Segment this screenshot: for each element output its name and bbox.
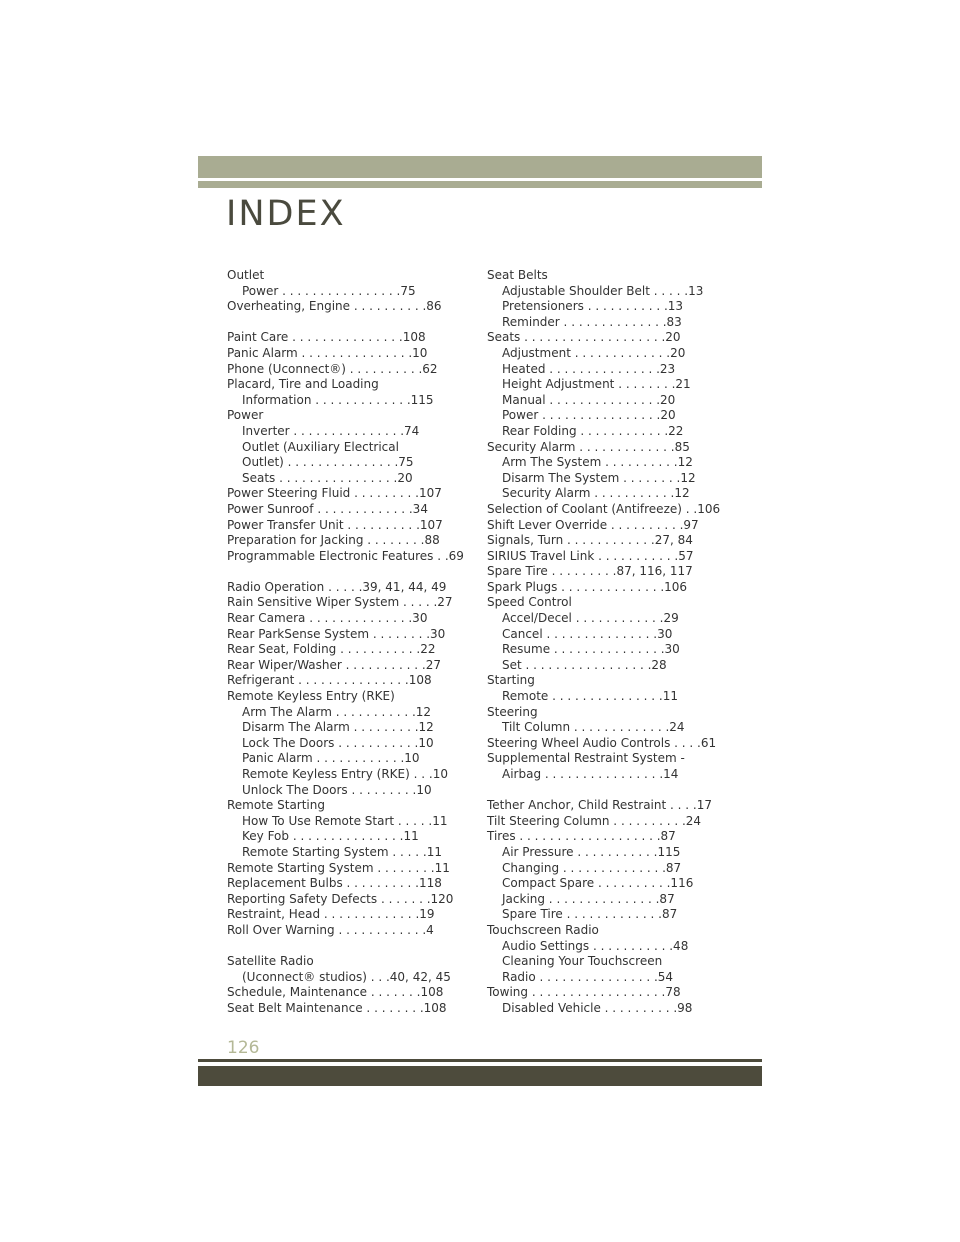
index-entry: Refrigerant . . . . . . . . . . . . . . .108 [227, 673, 432, 688]
page-number: 126 [227, 1038, 260, 1058]
index-entry: Power Transfer Unit . . . . . . . . . .107 [227, 517, 443, 532]
index-entry: Satellite Radio [227, 954, 314, 969]
index-entry: Power Sunroof . . . . . . . . . . . . .34 [227, 501, 428, 516]
index-entry: Seat Belts [487, 268, 548, 282]
index-subentry: Unlock The Doors . . . . . . . . .10 [242, 782, 432, 797]
index-entry: Outlet [227, 268, 265, 282]
index-entry: Placard, Tire and Loading [227, 377, 379, 392]
index-subentry: Lock The Doors . . . . . . . . . . .10 [242, 735, 434, 750]
index-subentry: Compact Spare . . . . . . . . . .116 [502, 876, 694, 891]
index-entry: Rear Camera . . . . . . . . . . . . . .30 [227, 611, 428, 626]
index-entry: Schedule, Maintenance . . . . . . .108 [227, 985, 444, 1000]
index-entry: Rear Wiper/Washer . . . . . . . . . . .27 [227, 657, 442, 672]
index-subentry: Inverter . . . . . . . . . . . . . . .74 [242, 423, 420, 438]
index-entry: Overheating, Engine . . . . . . . . . .86 [227, 299, 442, 314]
footer-rule [198, 1059, 762, 1062]
index-subentry: Remote . . . . . . . . . . . . . . .11 [502, 689, 679, 704]
index-entry: Spare Tire . . . . . . . . .87, 116, 117 [487, 564, 693, 579]
index-subentry: Adjustment . . . . . . . . . . . . .20 [502, 345, 686, 360]
index-entry: Seat Belt Maintenance . . . . . . . .108 [227, 1000, 447, 1015]
index-entry: Remote Starting [227, 798, 325, 813]
index-subentry: Jacking . . . . . . . . . . . . . . .87 [502, 891, 675, 906]
index-entry: Rear Seat, Folding . . . . . . . . . . .22 [227, 642, 436, 657]
index-subentry: Remote Starting System . . . . .11 [242, 844, 442, 859]
index-subentry: Power . . . . . . . . . . . . . . . .75 [242, 283, 416, 298]
index-entry: Restraint, Head . . . . . . . . . . . . .19 [227, 907, 435, 922]
index-subentry: Air Pressure . . . . . . . . . . .115 [502, 844, 681, 859]
index-subentry: Radio . . . . . . . . . . . . . . . .54 [502, 969, 674, 984]
footer-band [198, 1066, 762, 1086]
index-subentry: Disarm The Alarm . . . . . . . . .12 [242, 720, 434, 735]
index-subentry: (Uconnect® studios) . . .40, 42, 45 [242, 969, 451, 984]
index-subentry: Changing . . . . . . . . . . . . . .87 [502, 860, 682, 875]
index-subentry: Seats . . . . . . . . . . . . . . . .20 [242, 470, 413, 485]
index-subentry: Remote Keyless Entry (RKE) . . .10 [242, 767, 448, 781]
index-entry: Security Alarm . . . . . . . . . . . . .85 [487, 439, 690, 454]
index-entry: Programmable Electronic Features . .69 [227, 548, 464, 563]
index-subentry: Heated . . . . . . . . . . . . . . .23 [502, 361, 676, 376]
index-subentry: Power . . . . . . . . . . . . . . . .20 [502, 408, 676, 423]
index-entry: Paint Care . . . . . . . . . . . . . . .108 [227, 330, 426, 345]
index-subentry: Outlet) . . . . . . . . . . . . . . .75 [242, 455, 414, 470]
index-entry: Rain Sensitive Wiper System . . . . .27 [227, 595, 453, 610]
index-entry: Radio Operation . . . . .39, 41, 44, 49 [227, 579, 447, 594]
index-entry: Roll Over Warning . . . . . . . . . . . .4 [227, 922, 434, 937]
index-entry: Signals, Turn . . . . . . . . . . . .27, 84 [487, 533, 693, 548]
index-subentry: Manual . . . . . . . . . . . . . . .20 [502, 392, 676, 407]
index-subentry: Rear Folding . . . . . . . . . . . .22 [502, 423, 684, 438]
index-entry: Remote Keyless Entry (RKE) [227, 689, 395, 704]
index-entry: Rear ParkSense System . . . . . . . .30 [227, 626, 446, 641]
index-entry: Towing . . . . . . . . . . . . . . . . . .78 [487, 985, 681, 1000]
index-subentry: Spare Tire . . . . . . . . . . . . .87 [502, 907, 678, 922]
index-entry: Tether Anchor, Child Restraint . . . .17 [487, 798, 712, 813]
index-subentry: Arm The System . . . . . . . . . .12 [502, 455, 693, 470]
index-subentry: Pretensioners . . . . . . . . . . .13 [502, 299, 684, 314]
index-subentry: Height Adjustment . . . . . . . .21 [502, 377, 691, 392]
index-subentry: Disabled Vehicle . . . . . . . . . .98 [502, 1000, 693, 1015]
index-subentry: Key Fob . . . . . . . . . . . . . . .11 [242, 829, 419, 844]
index-entry: Power [227, 408, 264, 423]
index-subentry: Security Alarm . . . . . . . . . . .12 [502, 486, 690, 501]
page-title: INDEX [226, 194, 346, 234]
index-subentry: Tilt Column . . . . . . . . . . . . .24 [502, 720, 685, 735]
index-entry: Steering Wheel Audio Controls . . . .61 [487, 735, 717, 750]
index-subentry: Resume . . . . . . . . . . . . . . .30 [502, 642, 680, 657]
index-entry: Phone (Uconnect®) . . . . . . . . . .62 [227, 361, 438, 376]
index-entry: Panic Alarm . . . . . . . . . . . . . . .10 [227, 345, 428, 360]
index-entry: Shift Lever Override . . . . . . . . . .97 [487, 517, 699, 532]
index-entry: Preparation for Jacking . . . . . . . .88 [227, 533, 440, 548]
index-subentry: Set . . . . . . . . . . . . . . . . .28 [502, 657, 667, 672]
index-subentry: Airbag . . . . . . . . . . . . . . . .14 [502, 767, 679, 781]
index-entry: Touchscreen Radio [487, 922, 599, 937]
index-subentry: Cancel . . . . . . . . . . . . . . .30 [502, 626, 673, 641]
index-subentry: Information . . . . . . . . . . . . .115 [242, 392, 434, 407]
index-subentry: Adjustable Shoulder Belt . . . . .13 [502, 283, 704, 298]
index-entry: SIRIUS Travel Link . . . . . . . . . . .57 [487, 548, 694, 563]
index-entry: Selection of Coolant (Antifreeze) . .106 [487, 501, 721, 516]
header-rule [198, 181, 762, 188]
index-column-right [487, 268, 721, 1017]
index-entry: Steering [487, 704, 538, 719]
index-subentry: Accel/Decel . . . . . . . . . . . .29 [502, 611, 679, 626]
index-subentry: Reminder . . . . . . . . . . . . . .83 [502, 314, 682, 329]
index-entry: Spark Plugs . . . . . . . . . . . . . .106 [487, 579, 688, 594]
index-column-left [227, 268, 464, 1017]
index-entry: Replacement Bulbs . . . . . . . . . .118 [227, 876, 442, 891]
index-entry: Tires . . . . . . . . . . . . . . . . . . .87 [487, 829, 676, 844]
index-entry: Supplemental Restraint System - [487, 751, 685, 766]
index-entry: Tilt Steering Column . . . . . . . . . .24 [487, 813, 702, 828]
index-subentry: Arm The Alarm . . . . . . . . . . .12 [242, 704, 432, 719]
index-subentry: Panic Alarm . . . . . . . . . . . .10 [242, 751, 420, 766]
index-entry: Remote Starting System . . . . . . . .11 [227, 860, 450, 875]
index-subentry: Cleaning Your Touchscreen [502, 954, 663, 969]
index-entry: Seats . . . . . . . . . . . . . . . . . . .20 [487, 330, 681, 345]
index-entry: Speed Control [487, 595, 572, 610]
index-subentry: Outlet (Auxiliary Electrical [242, 439, 399, 454]
index-entry: Reporting Safety Defects . . . . . . .120 [227, 891, 454, 906]
header-band [198, 156, 762, 178]
index-subentry: Audio Settings . . . . . . . . . . .48 [502, 938, 689, 953]
index-entry: Starting [487, 673, 535, 688]
index-entry: Power Steering Fluid . . . . . . . . .107 [227, 486, 442, 501]
index-subentry: How To Use Remote Start . . . . .11 [242, 813, 448, 828]
index-subentry: Disarm The System . . . . . . . .12 [502, 470, 696, 485]
